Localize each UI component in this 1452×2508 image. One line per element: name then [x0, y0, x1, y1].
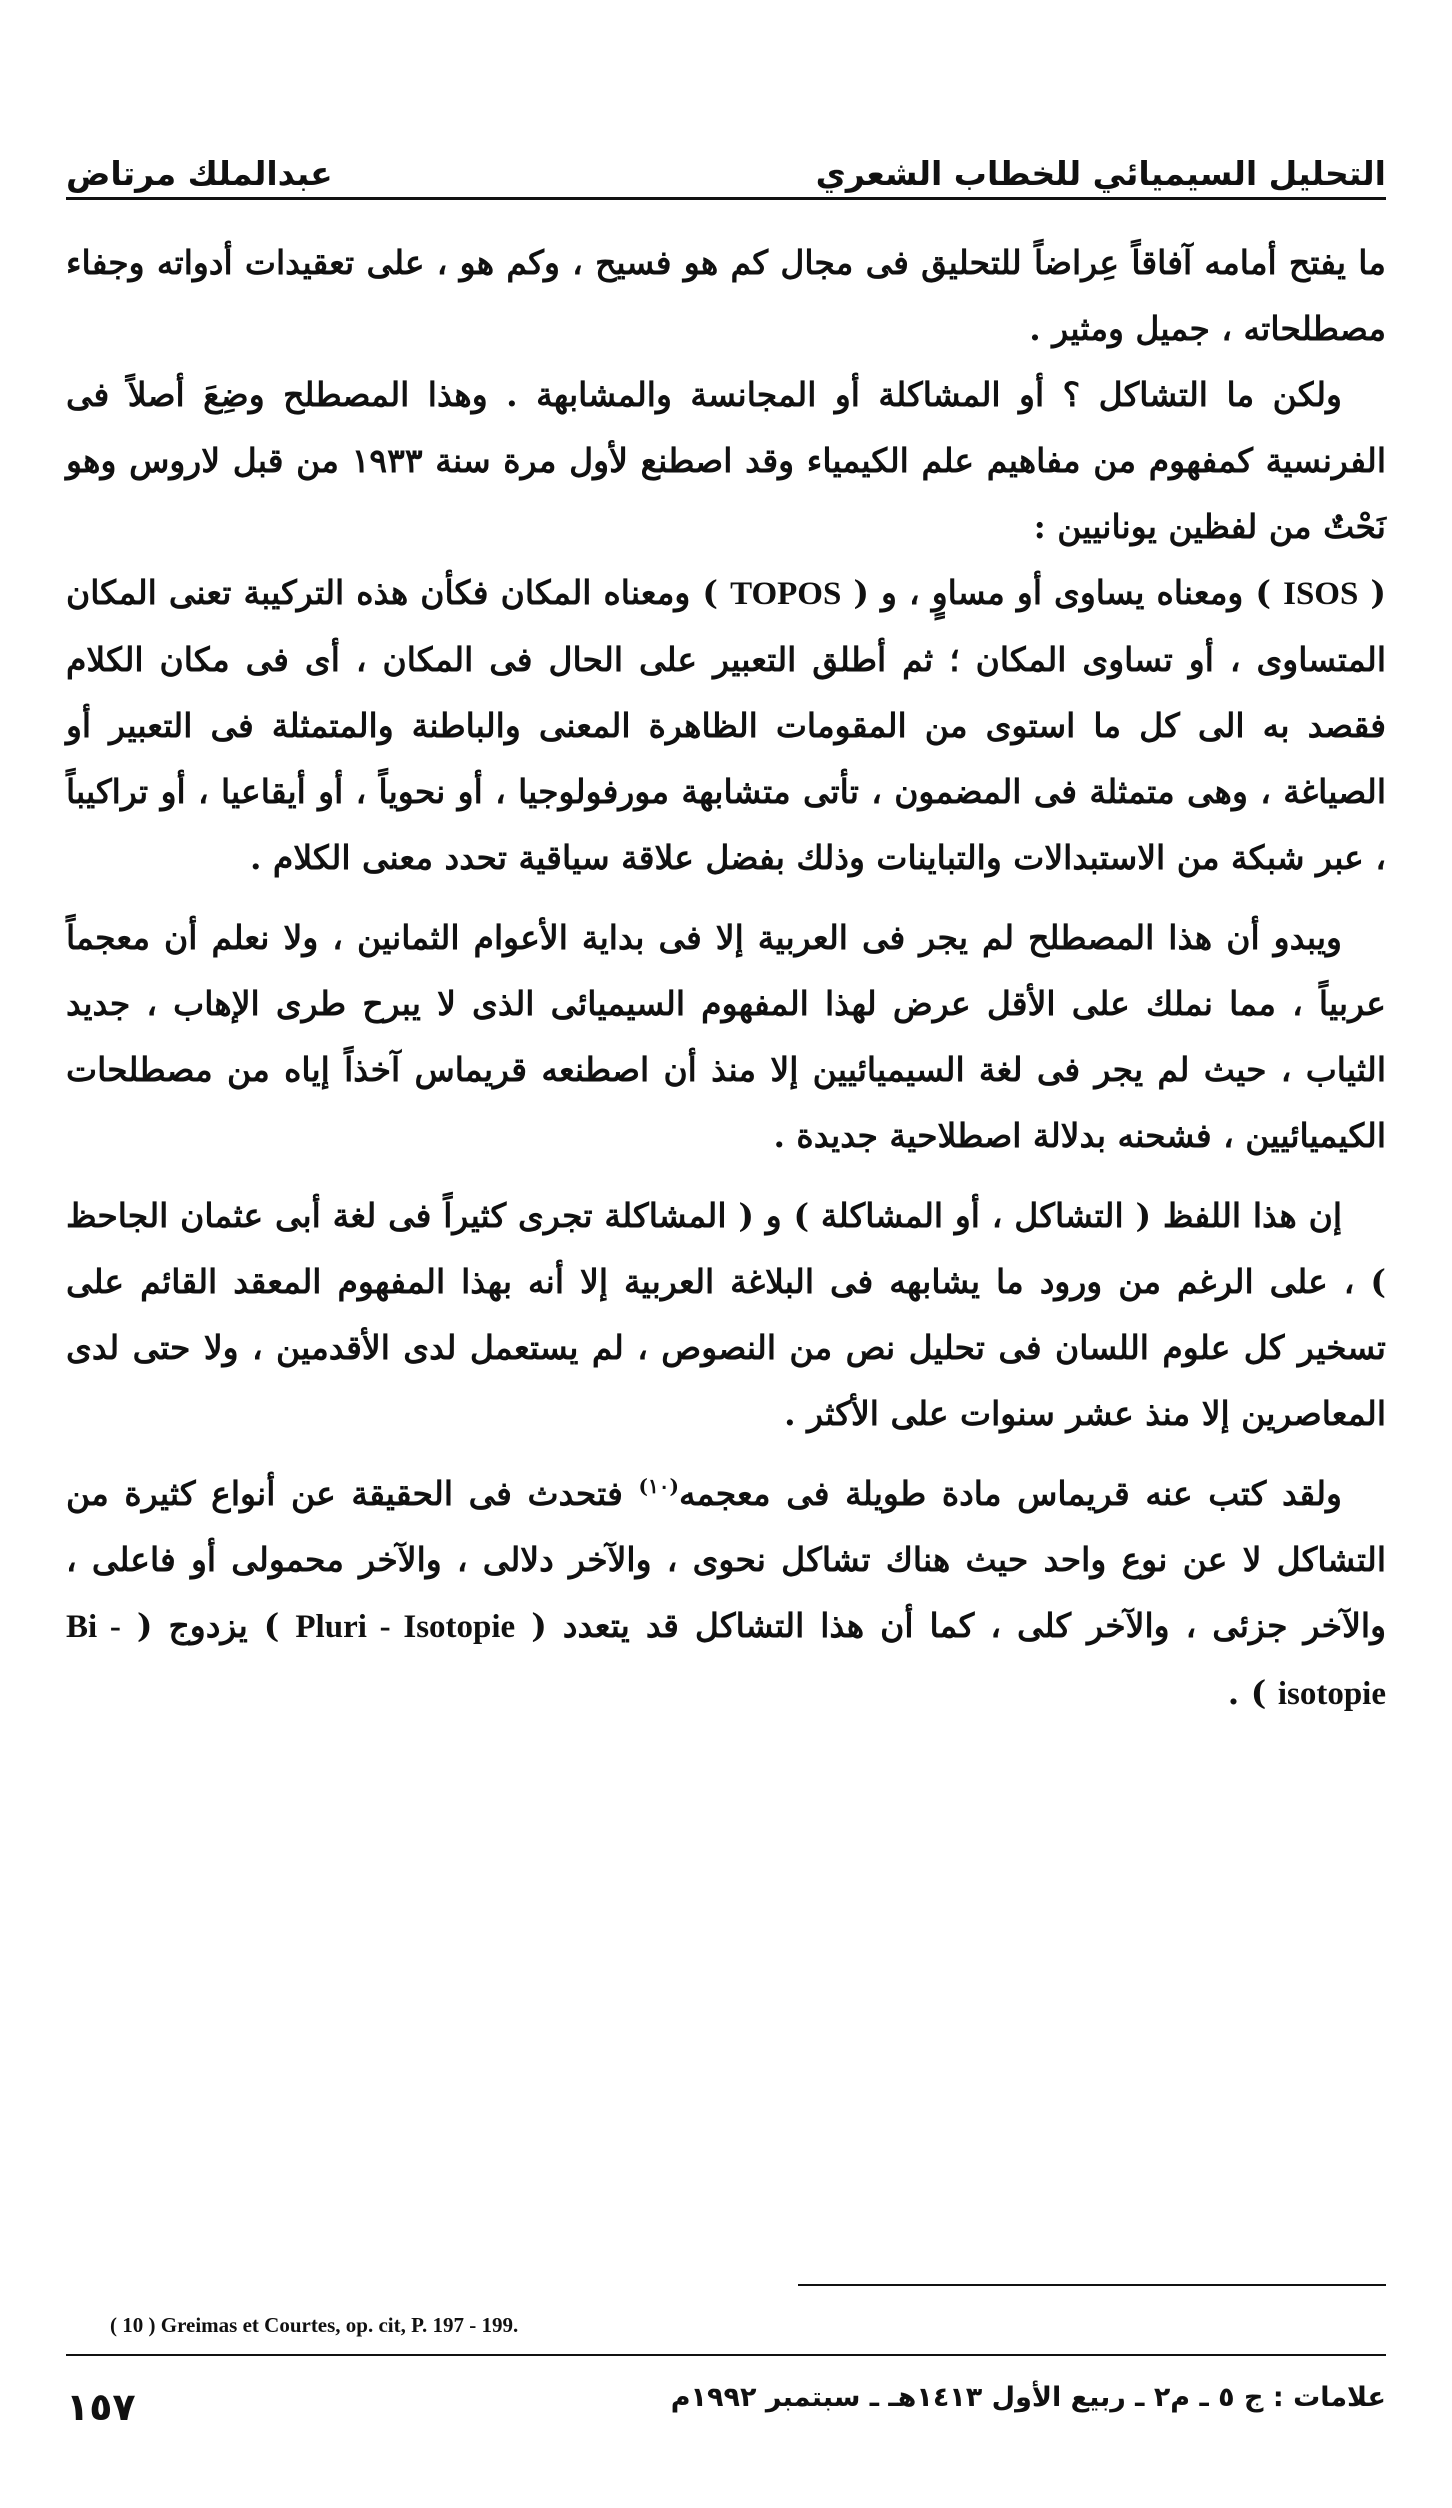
term-isos: ISOS — [1283, 576, 1359, 612]
running-title: التحليل السيميائي للخطاب الشعري — [815, 154, 1386, 193]
isos-text-1: ) ومعناه يساوى أو مساوٍ ، و ( — [853, 573, 1272, 612]
page-number: ١٥٧ — [66, 2385, 136, 2429]
term-bi-isotopie: Bi - isotopie — [66, 1609, 1386, 1712]
footnote-reference: (١٠) — [638, 1474, 679, 1498]
paragraph-1: ما يفتح أمامه آفاقاً عِراضاً للتحليق فى مجال كم هو فسيح ، وكم هو ، على تعقيدات أدواته وجفاء مصطلحاته ، جميل ومثير . — [66, 243, 1386, 348]
last-text-1: ولقد كتب عنه قريماس مادة طويلة فى معجمه — [678, 1474, 1342, 1513]
paragraph-4: ويبدو أن هذا المصطلح لم يجر فى العربية إلا فى بداية الأعوام الثمانين ، ولا نعلم أن معجماً عربياً ، مما نملك على الأقل عرض لهذا المفهوم السيميائى الذى لا يبرح طرى الإهاب ، جديد الثياب ، حيث لم يجر فى لغة السيميائيين إلا منذ أن اصطنعه قريماس آخذاً إياه من مصطلحات الكيميائيين ، فشحنه بدلالة اصطلاحية جديدة . — [66, 918, 1386, 1155]
running-header — [66, 128, 1386, 196]
last-text-2: فتحدث فى الحقيقة عن أنواع كثيرة من التشاكل لا عن نوع واحد حيث هناك تشاكل نحوى ، والآخر دلالى ، والآخر محمولى أو فاعلى ، والآخر جزئى ، والآخر كلى ، كما أن هذا التشاكل قد يتعدد ( — [66, 1474, 1387, 1645]
isos-text-2: ) ومعناه المكان فكأن هذه التركيبة تعنى المكان المتساوى ، أو تساوى المكان ؛ ثم أطلق التعبير على الحال فى المكان ، أى فى مكان الكلام فقصد به الى كل ما استوى من المقومات الظاهرة المعنى والباطنة والمتمثلة فى التعبير أو الصياغة ، وهى متمثلة فى المضمون ، تأتى متشابهة مورفولوجيا ، أو نحوياً ، أو أيقاعيا ، أو تراكيباً ، عبر شبكة من الاستبدالات والتباينات وذلك بفضل علاقة سياقية تحدد معنى الكلام . — [66, 573, 1386, 877]
running-author: عبدالملك مرتاض — [66, 154, 333, 193]
header-rule — [66, 197, 1386, 200]
last-text-4: ) . — [1227, 1673, 1267, 1712]
paragraph-5: إن هذا اللفظ ( التشاكل ، أو المشاكلة ) و ( المشاكلة تجرى كثيراً فى لغة أبى عثمان الجاحظ ) ، على الرغم من ورود ما يشابهه فى البلاغة العربية إلا أنه بهذا المفهوم المعقد القائم على تسخير كل علوم اللسان فى تحليل نص من النصوص ، لم يستعمل لدى الأقدمين ، ولا حتى لدى المعاصرين إلا منذ عشر سنوات على الأكثر . — [66, 1196, 1386, 1433]
term-pluri-isotopie: Pluri - Isotopie — [295, 1609, 516, 1645]
paragraph-2: ولكن ما التشاكل ؟ أو المشاكلة أو المجانسة والمشابهة . وهذا المصطلح وضِعَ أصلاً فى الفرنسية كمفهوم من مفاهيم علم الكيمياء وقد اصطنع لأول مرة سنة ١٩٣٣ من قبل لاروس وهو نَحْتٌ من لفظين يونانيين : — [66, 375, 1387, 546]
footer-rule — [66, 2354, 1386, 2356]
last-text-3: ) يزدوج ( — [136, 1606, 280, 1645]
paragraph-6 — [66, 1461, 1386, 1727]
isos-open: ( — [1370, 573, 1387, 612]
paragraph-3 — [66, 560, 1386, 891]
footnote-rule — [798, 2284, 1386, 2286]
journal-info: علامات : ج ٥ ـ م٢ ـ ربيع الأول ١٤١٣هـ ـ سبتمبر ١٩٩٢م — [670, 2382, 1386, 2413]
footnote: ( 10 ) Greimas et Courtes, op. cit, P. 197 - 199. — [110, 2313, 519, 2337]
term-topos: TOPOS — [730, 576, 842, 612]
body-text — [66, 230, 1386, 1727]
